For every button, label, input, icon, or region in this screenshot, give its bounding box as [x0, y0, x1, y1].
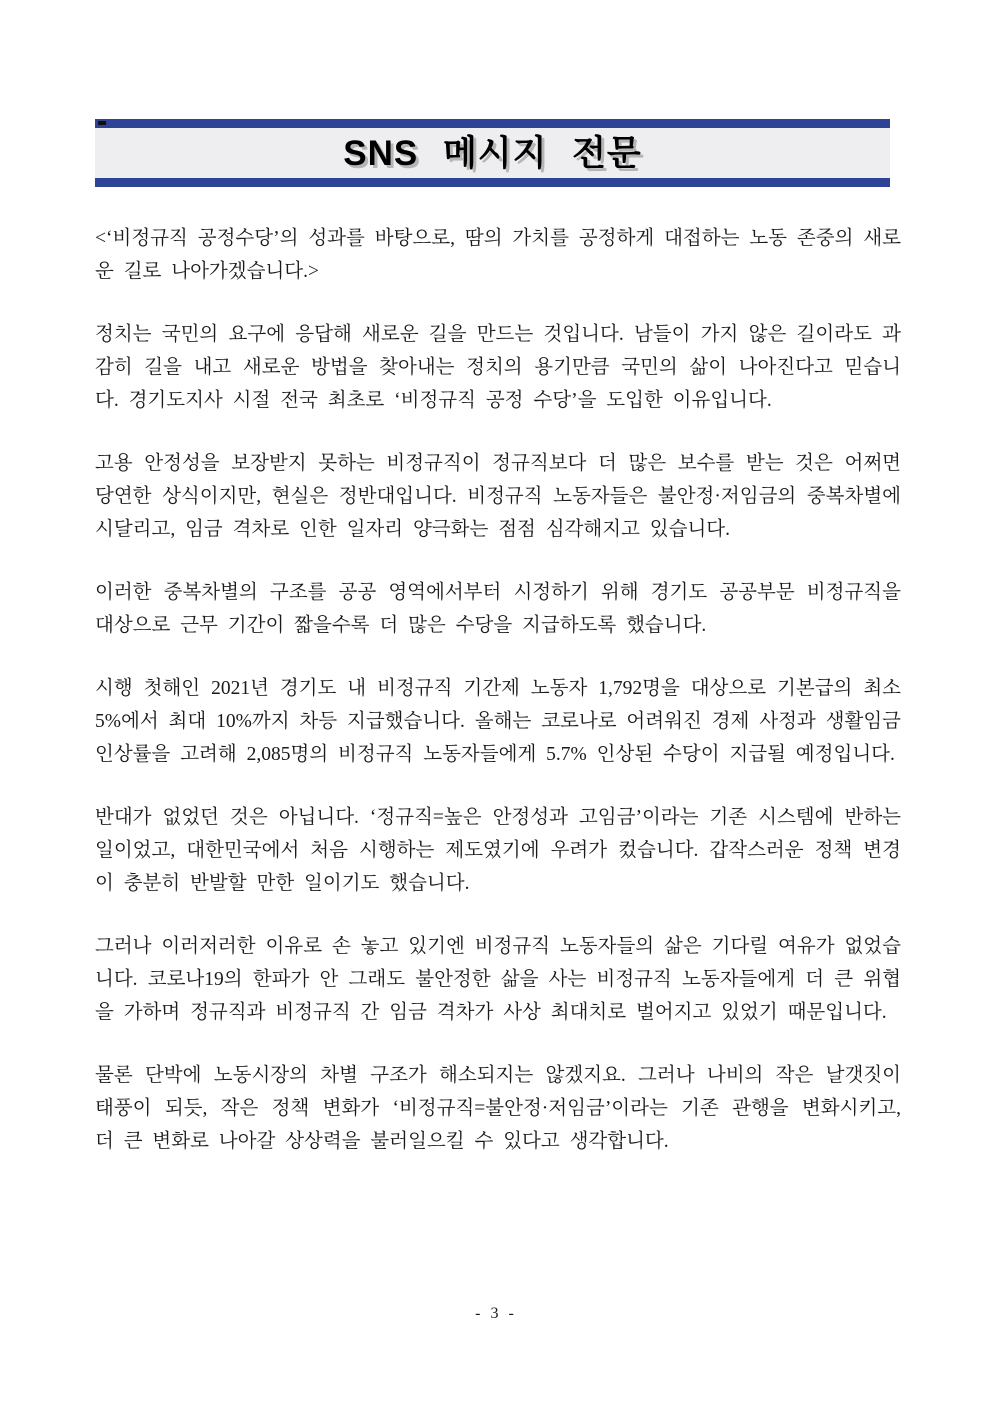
- paragraph-2021-payment-figures: 시행 첫해인 2021년 경기도 내 비정규직 기간제 노동자 1,792명을 대상으로 기본급의 최소 5%에서 최대 10%까지 차등 지급했습니다. 올해는 코로나로 어려워진 경제 사정과 생활임금 인상률을 고려해 2,085명의 비정규직 노동자들에게 5.7% 인상된 수당이 지급될 예정입니다.: [95, 678, 901, 765]
- paragraph-public-sector-correction: 이러한 중복차별의 구조를 공공 영역에서부터 시정하기 위해 경기도 공공부문 비정규직을 대상으로 근무 기간이 짧을수록 더 많은 수당을 지급하도록 했습니다.: [95, 582, 901, 636]
- paragraph-politics-new-road: 정치는 국민의 요구에 응답해 새로운 길을 만드는 것입니다. 남들이 가지 않은 길이라도 과감히 길을 내고 새로운 방법을 찾아내는 정치의 용기만큼 국민의 삶이 나아진다고 믿습니다. 경기도지사 시절 전국 최초로 ‘비정규직 공정 수당’을 도입한 이유입니다.: [95, 324, 901, 411]
- document-body: [95, 222, 901, 1188]
- banner-top-rule: [95, 119, 890, 128]
- paragraph-job-security-reality: 고용 안정성을 보장받지 못하는 비정규직이 정규직보다 더 많은 보수를 받는 것은 어쩌면 당연한 상식이지만, 현실은 정반대입니다. 비정규직 노동자들은 불안정·저임금의 중복차별에 시달리고, 임금 격차로 인한 일자리 양극화는 점점 심각해지고 있습니다.: [95, 453, 901, 540]
- banner-bottom-rule: [95, 178, 890, 187]
- title-banner: [95, 119, 890, 187]
- page-title: SNS 메시지 전문: [343, 133, 642, 173]
- anchor-mark: [98, 121, 106, 125]
- paragraph-intro-quote: <‘비정규직 공정수당’의 성과를 바탕으로, 땀의 가치를 공정하게 대접하는 노동 존중의 새로운 길로 나아가겠습니다.>: [95, 228, 901, 282]
- page-number: - 3 -: [475, 1305, 517, 1322]
- paragraph-covid-wage-gap: 그러나 이러저러한 이유로 손 놓고 있기엔 비정규직 노동자들의 삶은 기다릴 여유가 없었습니다. 코로나19의 한파가 안 그래도 불안정한 삶을 사는 비정규직 노동자들에게 더 큰 위협을 가하며 정규직과 비정규직 간 임금 격차가 사상 최대치로 벌어지고 있었기 때문입니다.: [95, 936, 901, 1023]
- paragraph-butterfly-effect: 물론 단박에 노동시장의 차별 구조가 해소되지는 않겠지요. 그러나 나비의 작은 날갯짓이 태풍이 되듯, 작은 정책 변화가 ‘비정규직=불안정·저임금’이라는 기존 관행을 변화시키고, 더 큰 변화로 나아갈 상상력을 불러일으킬 수 있다고 생각합니다.: [95, 1065, 901, 1152]
- paragraph-opposition: 반대가 없었던 것은 아닙니다. ‘정규직=높은 안정성과 고임금’이라는 기존 시스템에 반하는 일이었고, 대한민국에서 처음 시행하는 제도였기에 우려가 컸습니다. 갑작스러운 정책 변경이 충분히 반발할 만한 일이기도 했습니다.: [95, 807, 901, 894]
- banner-body: [95, 128, 890, 178]
- page-footer: [0, 1305, 992, 1323]
